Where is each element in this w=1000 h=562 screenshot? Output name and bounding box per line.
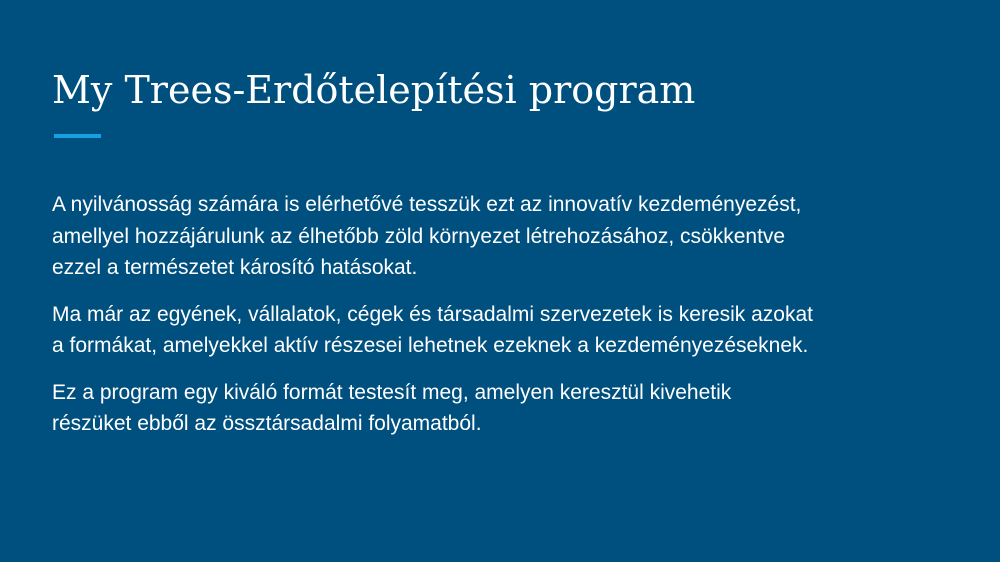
paragraph-3 — [52, 377, 962, 440]
paragraph-line: Ez a program egy kiváló formát testesít meg, amelyen keresztül kivehetik — [52, 380, 732, 404]
paragraph-line: részüket ebből az össztársadalmi folyamatból. — [52, 412, 482, 435]
slide-body — [52, 189, 962, 455]
paragraph-line: ezzel a természetet károsító hatásokat. — [52, 256, 418, 279]
paragraph-line: A nyilvánosság számára is elérhetővé tesszük ezt az innovatív kezdeményezést, — [52, 193, 802, 216]
slide-title: My Trees-Erdőtelepítési program — [52, 68, 696, 112]
title-accent-bar — [54, 134, 101, 138]
paragraph-1 — [52, 189, 962, 284]
paragraph-line: a formákat, amelyekkel aktív részesei lehetnek ezeknek a kezdeményezéseknek. — [52, 334, 809, 357]
paragraph-line: Ma már az egyének, vállalatok, cégek és társadalmi szervezetek is keresik azokat — [52, 302, 813, 326]
paragraph-2 — [52, 299, 962, 362]
paragraph-line: amellyel hozzájárulunk az élhetőbb zöld környezet létrehozásához, csökkentve — [52, 224, 786, 248]
